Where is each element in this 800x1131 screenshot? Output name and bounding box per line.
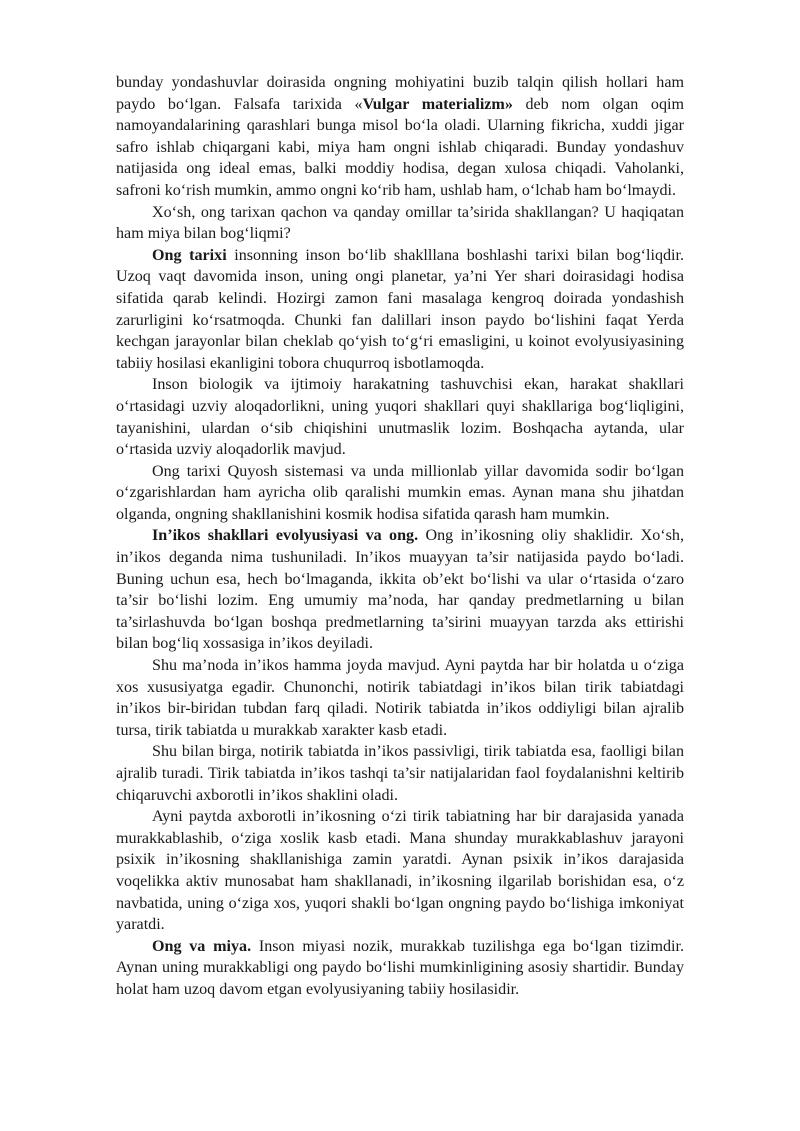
paragraph-text: Inson miyasi nozik, murakkab tuzilishga ega bo‘lgan tizimdir. Aynan uning murakkabligi ong paydo bo‘lishi mumkinligining asosiy shartidir. Bunday holat ham uzoq davom etgan evolyusiyaning tabiiy hosilasidir. bbox=[116, 937, 684, 998]
paragraph-text: deb nom olgan oqim namoyandalarining qarashlari bunga misol bo‘la oladi. Ularning fikricha, xuddi jigar safro ishlab chiqargani kabi, miya ham ongni ishlab chiqaradi. Bunday yondashuv natijasida ong ideal emas, balki moddiy hodisa, degan xulosa chiqadi. Vaholanki, safroni ko‘rish mumkin, ammo ongni ko‘rib ham, ushlab ham, o‘lchab ham bo‘lmaydi. bbox=[116, 95, 684, 199]
paragraph-text: Ong tarixi Quyosh sistemasi va unda millionlab yillar davomida sodir bo‘lgan o‘zgarishlardan ham ayricha olib qaralishi mumkin emas. Aynan mana shu jihatdan olganda, ongning shakllanishini kosmik hodisa sifatida qarash ham mumkin. bbox=[116, 462, 684, 523]
paragraph-p10 bbox=[116, 936, 684, 1001]
paragraph-text: Ayni paytda axborotli in’ikosning o‘zi tirik tabiatning har bir darajasida yanada murakkablashib, o‘ziga xoslik kasb etadi. Mana shunday murakkablashuv jarayoni psixik in’ikosning shakllanishiga zamin yaratdi. Aynan psixik in’ikos darajasida voqelikka aktiv munosabat ham shakllanadi, in’ikosning ilgarilab borishidan esa, o‘z navbatida, uning o‘ziga xos, yuqori shakli bo‘lgan ongning paydo bo‘lishiga imkoniyat yaratdi. bbox=[116, 808, 684, 934]
paragraph-text: Shu ma’noda in’ikos hamma joyda mavjud. Ayni paytda har bir holatda u o‘ziga xos xususiyatga egadir. Chunonchi, notirik tabiatdagi in’ikos bilan tirik tabiatdagi in’ikos bir-biridan tubdan farq qiladi. Notirik tabiatda in’ikos oddiyligi bilan ajralib tursa, tirik tabiatda u murakkab xarakter kasb etadi. bbox=[116, 657, 684, 739]
paragraph-p8 bbox=[116, 741, 684, 806]
paragraph-p6 bbox=[116, 525, 684, 655]
paragraph-p1 bbox=[116, 72, 684, 202]
paragraph-p4 bbox=[116, 374, 684, 460]
bold-term: In’ikos shakllari evolyusiyasi va ong. bbox=[152, 527, 419, 545]
bold-term: Vulgar materializm» bbox=[362, 95, 513, 113]
paragraph-p5 bbox=[116, 461, 684, 526]
document-page bbox=[116, 72, 684, 1001]
paragraph-p3 bbox=[116, 245, 684, 375]
bold-term: Ong va miya. bbox=[152, 937, 252, 955]
paragraph-text: bunday yondashuvlar doirasida ongning mohiyatini buzib talqin qilish hollari ham paydo bo‘lgan. Falsafa tarixida « bbox=[116, 74, 684, 113]
paragraph-p2 bbox=[116, 202, 684, 245]
paragraph-text: insonning inson bo‘lib shaklllana boshlashi tarixi bilan bog‘liqdir. Uzoq vaqt davomida inson, uning ongi planetar, ya’ni Yer shari doirasidagi hodisa sifatida qarab kelindi. Hozirgi zamon fani masalaga kengroq doirada yondashish zarurligini ko‘rsatmoqda. Chunki fan dalillari inson paydo bo‘lishini faqat Yerda kechgan jarayonlar bilan cheklab qo‘yish to‘g‘ri emasligini, u koinot evolyusiyasining tabiiy hosilasi ekanligini tobora chuqurroq isbotlamoqda. bbox=[116, 246, 685, 372]
paragraph-p7 bbox=[116, 655, 684, 741]
paragraph-text: Xo‘sh, ong tarixan qachon va qanday omillar ta’sirida shakllangan? U haqiqatan ham miya bilan bog‘liqmi? bbox=[116, 203, 684, 243]
paragraph-text: Ong in’ikosning oliy shaklidir. Xo‘sh, in’ikos deganda nima tushuniladi. In’ikos muayyan ta’sir natijasida paydo bo‘ladi. Buning uchun esa, hech bo‘lmaganda, ikkita ob’ekt bo‘lishi va ular o‘rtasida o‘zaro ta’sir bo‘lishi lozim. Eng umumiy ma’noda, har qanday predmetlarning u bilan ta’sirlashuvda bo‘lgan boshqa predmetlarning ta’sirini muayyan tarzda aks ettirishi bilan bog‘liq xossasiga in’ikos deyiladi. bbox=[116, 527, 684, 653]
paragraph-text: Inson biologik va ijtimoiy harakatning tashuvchisi ekan, harakat shakllari o‘rtasidagi uzviy aloqadorlikni, uning yuqori shakllari quyi shakllariga bog‘liqligini, tayanishini, ulardan o‘sib chiqishini unutmaslik lozim. Boshqacha aytanda, ular o‘rtasida uzviy aloqadorlik mavjud. bbox=[116, 376, 684, 459]
bold-term: Ong tarixi bbox=[152, 246, 227, 264]
paragraph-text: Shu bilan birga, notirik tabiatda in’ikos passivligi, tirik tabiatda esa, faolligi bilan ajralib turadi. Tirik tabiatda in’ikos tashqi ta’sir natijalaridan faol foydalanishni keltirib chiqaruvchi axborotli in’ikos shaklini oladi. bbox=[116, 743, 684, 804]
paragraph-p9 bbox=[116, 806, 684, 936]
